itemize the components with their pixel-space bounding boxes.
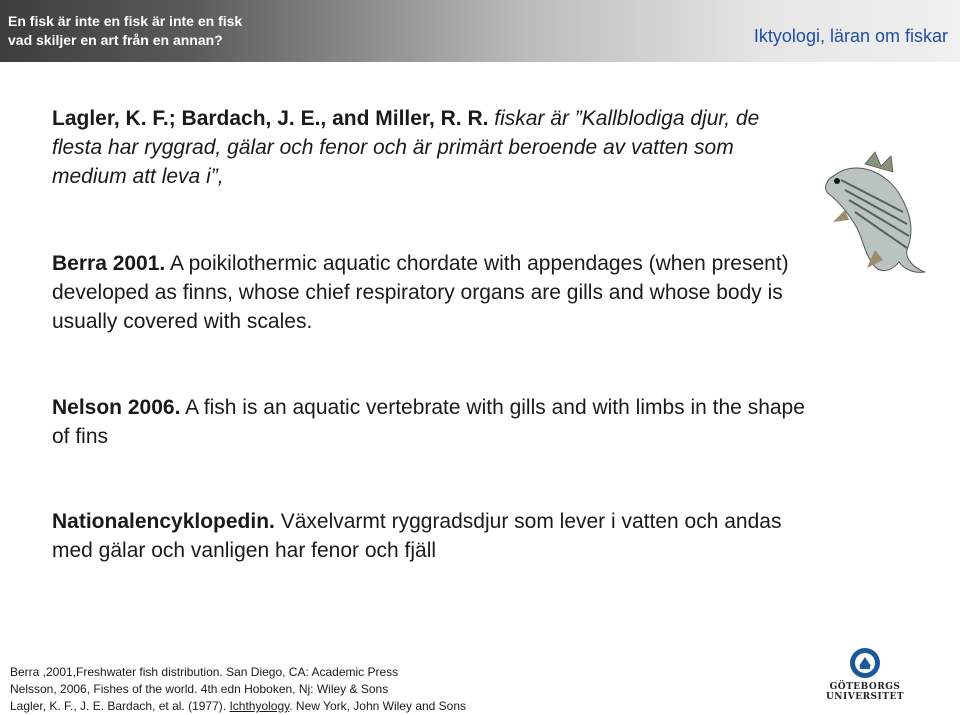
university-name: GÖTEBORGS UNIVERSITET	[825, 682, 905, 702]
reference-item: Berra ,2001,Freshwater fish distribution. San Diego, CA: Academic Press	[10, 665, 399, 679]
definition-berra	[52, 249, 812, 336]
header-subtitle	[8, 12, 242, 50]
header-bar	[0, 0, 960, 62]
ichthyology-link[interactable]: Ichthyology	[229, 699, 290, 713]
definition-source: Lagler, K. F.; Bardach, J. E., and Miller, R. R.	[52, 107, 489, 130]
definition-text: Växelvarmt ryggradsdjur som lever i vatten och andas med gälar och vanligen har fenor och fjäll	[52, 510, 782, 562]
definition-source: Nationalencyklopedin.	[52, 510, 275, 533]
definition-lagler	[52, 104, 812, 191]
header-line-2: vad skiljer en art från en annan?	[8, 32, 223, 48]
reference-item	[10, 698, 466, 715]
definition-nelson	[52, 393, 812, 451]
header-line-1: En fisk är inte en fisk är inte en fisk	[8, 13, 243, 29]
fish-illustration	[815, 150, 935, 280]
reference-text: Lagler, K. F., J. E. Bardach, et al. (1977).	[10, 699, 230, 713]
university-logo	[795, 646, 935, 701]
reference-text: . New York, John Wiley and Sons	[289, 699, 467, 713]
definition-text: A fish is an aquatic vertebrate with gills and with limbs in the shape of fins	[52, 396, 805, 448]
reference-item: Nelsson, 2006, Fishes of the world. 4th edn Hoboken, Nj: Wiley & Sons	[10, 682, 389, 696]
definition-source: Berra 2001.	[52, 252, 166, 275]
references-list	[10, 664, 466, 715]
university-seal-icon	[795, 646, 935, 680]
definition-text: fiskar är ”Kallblodiga djur, de flesta har ryggrad, gälar och fenor och är primärt beroende av vatten som medium att leva i”,	[52, 107, 760, 188]
definition-source: Nelson 2006.	[52, 396, 181, 419]
slide-title: Iktyologi, läran om fiskar	[753, 26, 948, 46]
definition-text: A poikilothermic aquatic chordate with appendages (when present) developed as finns, whose chief respiratory organs are gills and whose body is usually covered with scales.	[52, 252, 789, 333]
definition-ne	[52, 507, 812, 565]
